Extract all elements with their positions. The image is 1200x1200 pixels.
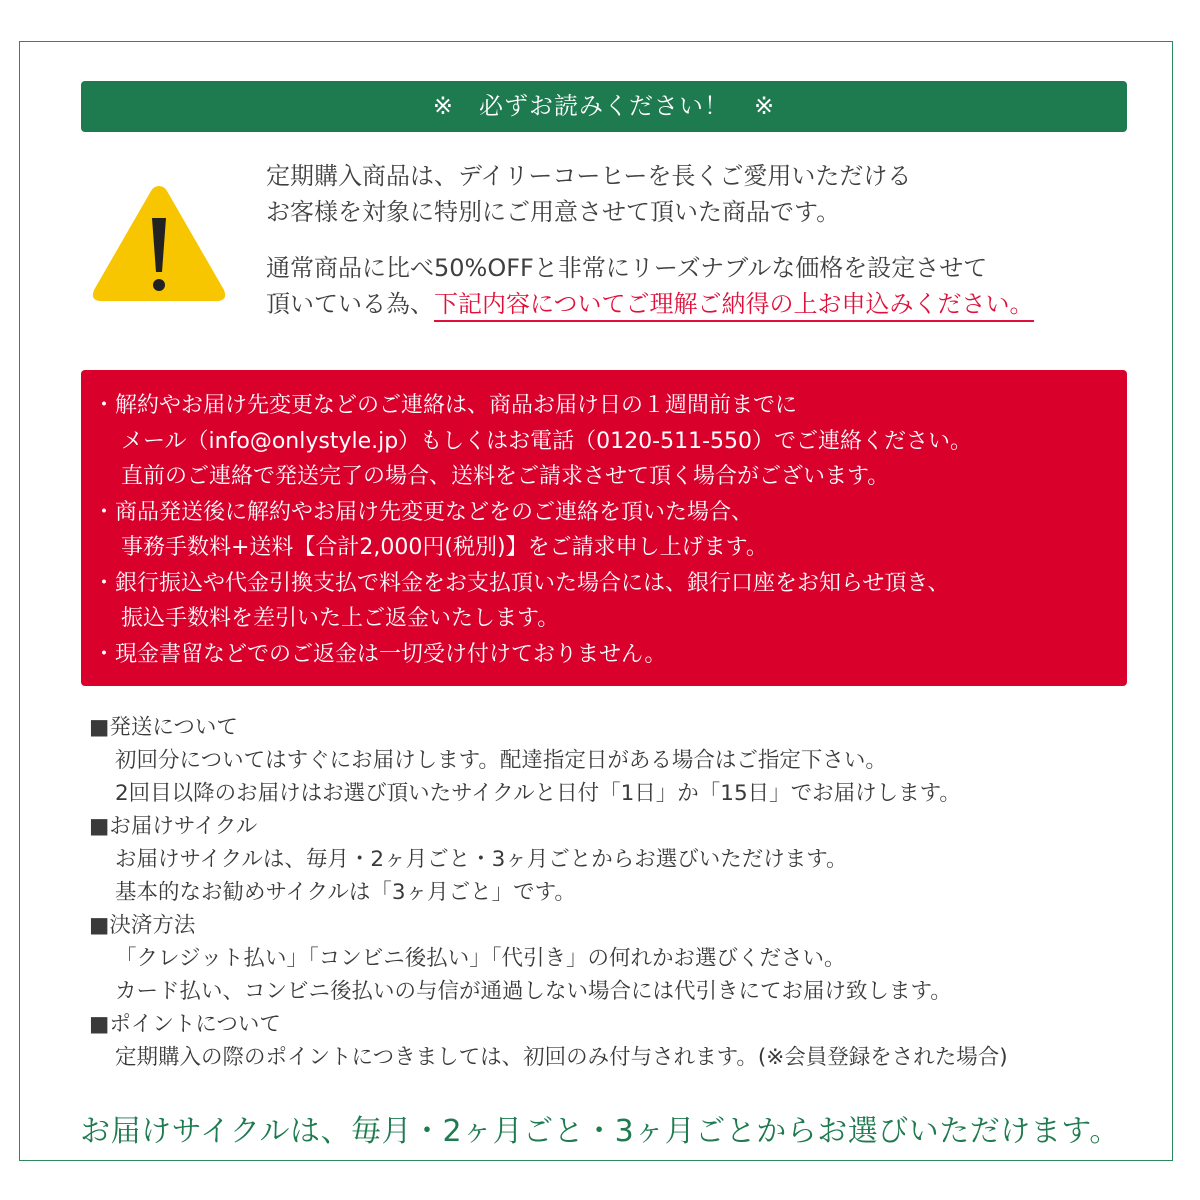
- cycle-heading: ■お届けサイクル: [89, 814, 258, 839]
- condition-line: ・現金書留などでのご返金は一切受け付けておりません。: [93, 641, 667, 667]
- condition-line: ・解約やお届け先変更などのご連絡は、商品お届け日の１週間前までに: [93, 393, 798, 418]
- shipping-heading: ■発送について: [89, 715, 238, 740]
- condition-line: 直前のご連絡で発送完了の場合、送料をご請求させて頂く場合がございます。: [121, 464, 890, 489]
- shipping-text: 初回分についてはすぐにお届けします。配達指定日がある場合はご指定下さい。: [115, 748, 887, 773]
- condition-line: ・銀行振込や代金引換支払で料金をお支払頂いた場合には、銀行口座をお知らせ頂き、: [93, 570, 950, 596]
- condition-line: ・商品発送後に解約やお届け先変更などをのご連絡を頂いた場合、: [93, 499, 754, 525]
- notice-title: ※ 必ずお読みください！ ※: [432, 92, 776, 120]
- condition-line: 振込手数料を差引いた上ご返金いたします。: [121, 606, 560, 631]
- intro-text: [266, 158, 1166, 322]
- conditions-box: [81, 370, 1127, 686]
- payment-text: 「クレジット払い」「コンビニ後払い」「代引き」の何れかお選びください。: [115, 946, 846, 971]
- points-text: 定期購入の際のポイントにつきましては、初回のみ付与されます。(※会員登録をされた場合): [115, 1045, 1008, 1070]
- intro-line-3: 通常商品に比べ50%OFFと非常にリーズナブルな価格を設定させて: [266, 254, 988, 282]
- condition-line: メール（info@onlystyle.jp）もしくはお電話（0120-511-550）でご連絡ください。: [121, 428, 973, 454]
- intro-line-1: 定期購入商品は、デイリーコーヒーを長くご愛用いただける: [266, 162, 912, 190]
- condition-line: 事務手数料+送料【合計2,000円(税別)】をご請求申し上げます。: [121, 535, 768, 560]
- cycle-text: 基本的なお勧めサイクルは「3ヶ月ごと」です。: [115, 880, 576, 905]
- intro-line-2: お客様を対象に特別にご用意させて頂いた商品です。: [266, 198, 841, 226]
- warning-triangle-icon: [88, 180, 230, 306]
- points-heading: ■ポイントについて: [89, 1012, 281, 1037]
- cycle-text: お届けサイクルは、毎月・2ヶ月ごと・3ヶ月ごとからお選びいただけます。: [115, 847, 848, 872]
- shipping-text: 2回目以降のお届けはお選び頂いたサイクルと日付「1日」か「15日」でお届けします。: [115, 781, 961, 806]
- notice-banner: [81, 81, 1127, 132]
- payment-text: カード払い、コンビニ後払いの与信が通過しない場合には代引きにてお届け致します。: [115, 979, 952, 1004]
- footer-note: お届けサイクルは、毎月・2ヶ月ごと・3ヶ月ごとからお選びいただけます。: [80, 1114, 1120, 1149]
- intro-line-4-prefix: 頂いている為、: [266, 290, 434, 318]
- info-section: [89, 711, 1169, 1074]
- payment-heading: ■決済方法: [89, 913, 196, 938]
- intro-highlight: 下記内容についてご理解ご納得の上お申込みください。: [434, 290, 1034, 322]
